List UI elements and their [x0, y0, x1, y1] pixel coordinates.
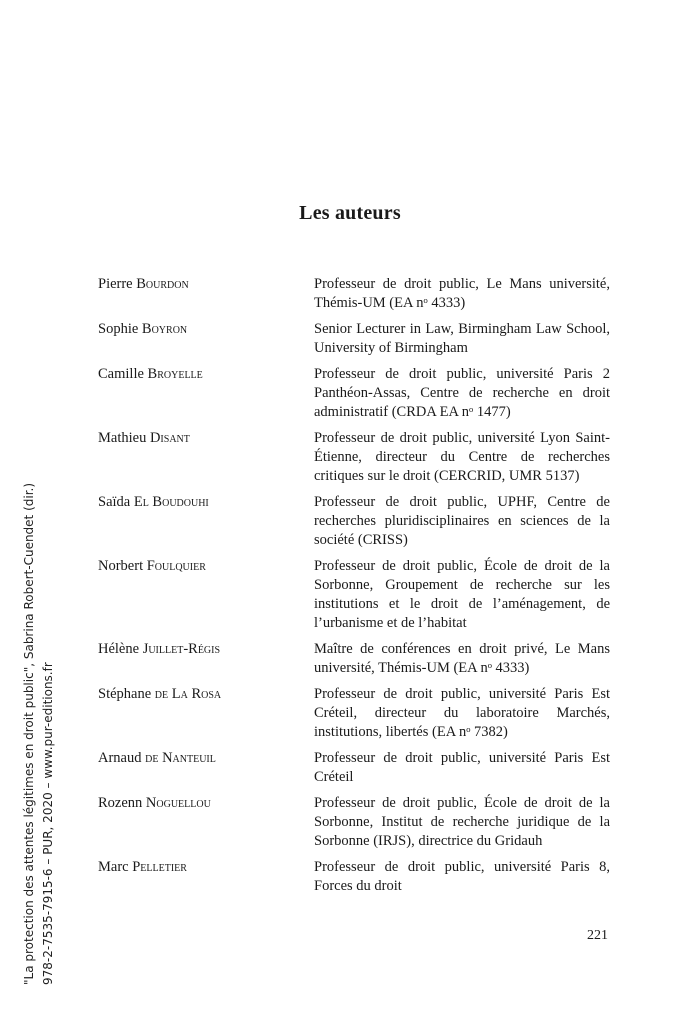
author-entry — [98, 749, 610, 787]
side-citation-line: 978-2-7535-7915-6 – PUR, 2020 – www.pur-editions.fr — [41, 662, 55, 985]
page-title: Les auteurs — [299, 202, 401, 224]
author-affiliation: Professeur de droit public, université Paris 8, Forces du droit — [314, 859, 610, 894]
author-name: Stéphane de La Rosa — [98, 686, 222, 702]
author-name: Sophie Boyron — [98, 321, 188, 337]
author-entry — [98, 685, 610, 742]
author-name: Mathieu Disant — [98, 430, 190, 446]
author-affiliation: Professeur de droit public, université Paris Est Créteil, directeur du laboratoire Marchés, institutions, libertés (EA nᵒ 7382) — [314, 686, 610, 740]
author-affiliation: Maître de conférences en droit privé, Le Mans université, Thémis-UM (EA nᵒ 4333) — [314, 641, 610, 676]
author-entry — [98, 275, 610, 313]
author-affiliation: Senior Lecturer in Law, Birmingham Law School, University of Birmingham — [314, 321, 610, 356]
author-affiliation: Professeur de droit public, École de droit de la Sorbonne, Groupement de recherche sur les institutions et le droit de l’aménagement, de l’urbanisme et de l’habitat — [314, 558, 610, 631]
author-entry — [98, 640, 610, 678]
author-affiliation: Professeur de droit public, École de droit de la Sorbonne, Institut de recherche juridique de la Sorbonne (IRJS), directrice du Gridauh — [314, 795, 610, 849]
author-name: Hélène Juillet-Régis — [98, 641, 221, 657]
author-entry — [98, 365, 610, 422]
author-name: Norbert Foulquier — [98, 558, 206, 574]
author-entry — [98, 429, 610, 486]
side-citation — [20, 465, 58, 985]
page-number: 221 — [587, 928, 608, 943]
author-affiliation: Professeur de droit public, université Lyon Saint-Étienne, directeur du Centre de recherches critiques sur le droit (CERCRID, UMR 5137) — [314, 430, 610, 484]
author-affiliation: Professeur de droit public, université Paris Est Créteil — [314, 750, 610, 785]
author-name: Marc Pelletier — [98, 859, 187, 875]
author-name: Pierre Bourdon — [98, 276, 189, 292]
author-affiliation: Professeur de droit public, Le Mans université, Thémis-UM (EA nᵒ 4333) — [314, 276, 610, 311]
author-name: Camille Broyelle — [98, 366, 203, 382]
author-affiliation: Professeur de droit public, université Paris 2 Panthéon-Assas, Centre de recherche en droit administratif (CRDA EA nᵒ 1477) — [314, 366, 610, 420]
author-entry — [98, 493, 610, 550]
author-name: Rozenn Noguellou — [98, 795, 211, 811]
author-name: Arnaud de Nanteuil — [98, 750, 216, 766]
author-entry — [98, 557, 610, 633]
author-name: Saïda El Boudouhi — [98, 494, 209, 510]
author-entry — [98, 794, 610, 851]
author-entry — [98, 320, 610, 358]
author-entry — [98, 858, 610, 896]
side-citation-line: "La protection des attentes légitimes en droit public", Sabrina Robert-Cuendet (dir.) — [22, 482, 36, 985]
authors-list — [98, 275, 610, 896]
author-affiliation: Professeur de droit public, UPHF, Centre de recherches pluridisciplinaires en sciences de la société (CRISS) — [314, 494, 610, 548]
